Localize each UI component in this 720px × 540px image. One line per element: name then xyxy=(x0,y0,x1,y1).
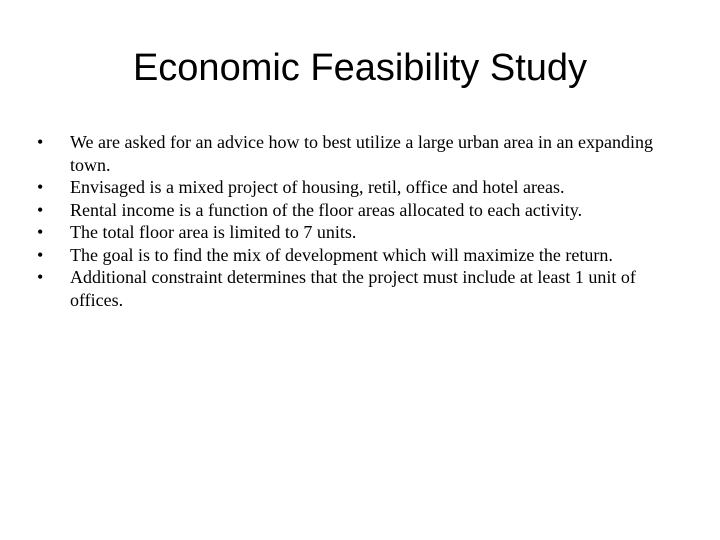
bullet-text: We are asked for an advice how to best utilize a large urban area in an expanding town. xyxy=(70,132,653,175)
bullet-text: Additional constraint determines that the project must include at least 1 unit of offices. xyxy=(70,267,636,310)
bullet-icon: • xyxy=(37,199,44,220)
bullet-item xyxy=(37,244,687,267)
bullet-icon: • xyxy=(37,267,44,287)
bullet-text: The goal is to find the mix of development which will maximize the return. xyxy=(70,244,613,265)
bullet-item xyxy=(37,176,687,199)
bullet-text: Envisaged is a mixed project of housing, retil, office and hotel areas. xyxy=(70,177,565,197)
bullet-item xyxy=(37,266,687,311)
bullet-item xyxy=(37,199,687,222)
bullet-list xyxy=(37,131,687,311)
bullet-item xyxy=(37,221,687,244)
bullet-text: The total floor area is limited to 7 units. xyxy=(70,222,357,242)
bullet-icon: • xyxy=(37,222,44,242)
slide-title: Economic Feasibility Study xyxy=(132,47,588,89)
bullet-text: Rental income is a function of the floor areas allocated to each activity. xyxy=(70,199,583,220)
bullet-icon: • xyxy=(37,244,44,265)
bullet-icon: • xyxy=(37,177,44,197)
bullet-item xyxy=(37,131,687,176)
bullet-icon: • xyxy=(37,132,44,152)
